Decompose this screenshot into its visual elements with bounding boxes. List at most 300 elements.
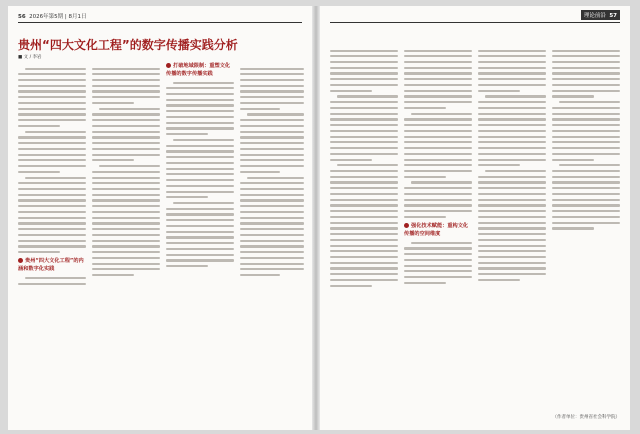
text-line <box>240 234 304 236</box>
text-line <box>240 79 304 81</box>
text-line <box>99 165 160 167</box>
text-line <box>166 104 234 106</box>
text-line <box>18 194 86 196</box>
right-column-2 <box>404 46 472 287</box>
text-line <box>18 125 60 127</box>
text-line <box>478 187 546 189</box>
text-line <box>18 154 86 156</box>
text-line <box>92 234 160 236</box>
text-line <box>240 108 280 110</box>
text-line <box>240 154 304 156</box>
text-line <box>240 194 304 196</box>
text-line <box>404 265 472 267</box>
text-line <box>478 181 546 183</box>
text-line <box>404 164 472 166</box>
text-line <box>240 142 304 144</box>
text-line <box>92 228 160 230</box>
text-line <box>404 147 472 149</box>
text-line <box>92 131 160 133</box>
text-line <box>330 101 398 103</box>
text-line <box>478 222 546 224</box>
text-line <box>330 204 398 206</box>
text-line <box>330 136 398 138</box>
text-line <box>92 251 160 253</box>
text-line <box>404 253 472 255</box>
text-line <box>552 216 620 218</box>
text-line <box>240 222 304 224</box>
text-line <box>166 213 234 215</box>
text-line <box>92 194 160 196</box>
text-line <box>330 153 398 155</box>
text-line <box>92 188 160 190</box>
text-line <box>92 245 160 247</box>
text-line <box>240 85 304 87</box>
text-line <box>173 139 234 141</box>
text-line <box>330 181 398 183</box>
text-line <box>404 124 472 126</box>
text-line <box>478 136 546 138</box>
text-line <box>404 210 472 212</box>
text-line <box>330 279 398 281</box>
text-line <box>478 153 546 155</box>
section-heading: 强化技术赋能：重构文化传播的空间维度 <box>404 223 469 238</box>
text-line <box>478 159 546 161</box>
left-header <box>18 12 87 20</box>
left-column-3 <box>166 64 234 271</box>
text-line <box>166 231 234 233</box>
text-line <box>404 259 472 261</box>
text-line <box>240 171 280 173</box>
text-line <box>18 283 86 285</box>
text-line <box>166 116 234 118</box>
text-line <box>404 247 472 249</box>
text-line <box>330 187 398 189</box>
text-line <box>404 72 472 74</box>
text-line <box>478 273 546 275</box>
text-line <box>240 217 304 219</box>
text-line <box>18 79 86 81</box>
text-line <box>240 68 304 70</box>
text-line <box>92 154 160 156</box>
text-line <box>92 85 160 87</box>
text-line <box>404 204 472 206</box>
text-line <box>166 185 234 187</box>
text-line <box>404 84 472 86</box>
text-line <box>330 227 398 229</box>
text-line <box>240 188 304 190</box>
section-bullet-icon <box>404 223 409 228</box>
section-heading: 贵州“四大文化工程”的内涵和数字化实践 <box>18 258 84 273</box>
text-line <box>18 85 86 87</box>
text-line <box>404 159 472 161</box>
text-line <box>240 228 304 230</box>
text-line <box>478 267 546 269</box>
text-line <box>330 130 398 132</box>
text-line <box>478 101 546 103</box>
text-line <box>166 254 234 256</box>
text-line <box>166 110 234 112</box>
text-line <box>478 210 546 212</box>
text-line <box>330 147 398 149</box>
text-line <box>404 67 472 69</box>
text-line <box>92 199 160 201</box>
text-line <box>552 227 594 229</box>
text-line <box>478 124 546 126</box>
text-line <box>478 78 546 80</box>
text-line <box>552 199 620 201</box>
text-line <box>330 107 398 109</box>
right-column-1 <box>330 46 398 290</box>
text-line <box>18 171 60 173</box>
text-line <box>552 153 620 155</box>
text-line <box>240 165 304 167</box>
text-line <box>18 159 86 161</box>
text-line <box>404 199 472 201</box>
text-line <box>478 239 546 241</box>
book-spine <box>312 6 320 430</box>
text-line <box>478 107 546 109</box>
text-line <box>337 95 398 97</box>
text-line <box>330 55 398 57</box>
text-line <box>18 136 86 138</box>
text-line <box>92 73 160 75</box>
text-line <box>166 156 234 158</box>
right-page <box>320 6 630 430</box>
text-line <box>166 219 234 221</box>
text-line <box>18 113 86 115</box>
text-line <box>330 72 398 74</box>
text-line <box>240 73 304 75</box>
text-line <box>478 227 546 229</box>
text-line <box>99 108 160 110</box>
right-column-4 <box>552 46 620 233</box>
text-line <box>478 250 546 252</box>
text-line <box>25 131 86 133</box>
section-heading: 打破地域限制：重塑文化传播的数字传播实践 <box>166 63 231 77</box>
text-line <box>92 79 160 81</box>
right-column-3 <box>478 46 546 285</box>
text-line <box>166 150 234 152</box>
text-line <box>478 72 546 74</box>
text-line <box>330 193 398 195</box>
text-line <box>25 68 86 70</box>
text-line <box>411 242 472 244</box>
text-line <box>18 96 86 98</box>
text-line <box>404 78 472 80</box>
text-line <box>552 107 620 109</box>
text-line <box>404 176 446 178</box>
author-byline: ■ 文 / 李岩 <box>18 55 42 60</box>
text-line <box>478 164 520 166</box>
text-line <box>166 99 234 101</box>
text-line <box>240 245 304 247</box>
text-line <box>240 136 304 138</box>
article-title: 贵州“四大文化工程”的数字传播实践分析 <box>18 38 238 52</box>
text-line <box>552 222 620 224</box>
text-line <box>240 240 304 242</box>
text-line <box>18 211 86 213</box>
text-line <box>247 177 304 179</box>
text-line <box>25 177 86 179</box>
text-line <box>485 95 546 97</box>
text-line <box>330 256 398 258</box>
text-line <box>478 118 546 120</box>
text-line <box>92 274 134 276</box>
text-line <box>92 102 134 104</box>
text-line <box>478 84 546 86</box>
text-line <box>330 50 398 52</box>
text-line <box>330 84 398 86</box>
left-column-2 <box>92 64 160 280</box>
text-line <box>404 276 472 278</box>
text-line <box>240 131 304 133</box>
text-line <box>18 73 86 75</box>
text-line <box>552 90 620 92</box>
text-line <box>552 124 620 126</box>
text-line <box>552 210 620 212</box>
text-line <box>478 204 546 206</box>
text-line <box>240 268 304 270</box>
text-line <box>478 199 546 201</box>
text-line <box>240 102 304 104</box>
text-line <box>404 101 472 103</box>
right-header-rule <box>330 22 620 23</box>
text-line <box>18 240 86 242</box>
text-line <box>173 82 234 84</box>
text-line <box>166 87 234 89</box>
text-line <box>404 187 472 189</box>
text-line <box>92 177 160 179</box>
author-affiliation: （作者单位：贵州省社会科学院） <box>552 415 620 420</box>
text-line <box>330 78 398 80</box>
text-line <box>330 176 398 178</box>
text-line <box>330 233 398 235</box>
text-line <box>166 133 208 135</box>
text-line <box>330 285 372 287</box>
text-line <box>552 193 620 195</box>
text-line <box>240 159 304 161</box>
text-line <box>18 90 86 92</box>
text-line <box>478 90 520 92</box>
text-line <box>92 136 160 138</box>
text-line <box>240 96 304 98</box>
text-line <box>337 164 398 166</box>
left-page <box>8 6 312 430</box>
text-line <box>478 50 546 52</box>
text-line <box>92 96 160 98</box>
text-line <box>552 55 620 57</box>
section-bullet-icon <box>166 63 171 68</box>
text-line <box>240 148 304 150</box>
text-line <box>92 240 160 242</box>
text-line <box>18 102 86 104</box>
text-line <box>166 93 234 95</box>
left-header-rule <box>18 22 302 23</box>
text-line <box>552 181 620 183</box>
text-line <box>552 95 594 97</box>
text-line <box>166 127 234 129</box>
text-line <box>330 210 398 212</box>
text-line <box>173 202 234 204</box>
text-line <box>240 274 280 276</box>
text-line <box>92 182 160 184</box>
text-line <box>240 119 304 121</box>
section-bullet-icon <box>18 258 23 263</box>
text-line <box>18 142 86 144</box>
text-line <box>485 170 546 172</box>
text-line <box>552 67 620 69</box>
text-line <box>330 67 398 69</box>
text-line <box>404 95 472 97</box>
text-line <box>478 141 546 143</box>
text-line <box>166 259 234 261</box>
text-line <box>92 217 160 219</box>
text-line <box>166 196 208 198</box>
text-line <box>552 84 620 86</box>
text-line <box>166 225 234 227</box>
text-line <box>330 216 398 218</box>
text-line <box>478 233 546 235</box>
text-line <box>240 251 304 253</box>
text-line <box>330 170 398 172</box>
text-line <box>404 107 446 109</box>
text-line <box>552 72 620 74</box>
issue-info: 2026年第5期 | 8月1日 <box>29 14 87 20</box>
text-line <box>552 113 620 115</box>
text-line <box>18 205 86 207</box>
text-line <box>240 257 304 259</box>
text-line <box>166 248 234 250</box>
text-line <box>92 263 160 265</box>
text-line <box>478 55 546 57</box>
text-line <box>404 130 472 132</box>
text-line <box>478 279 520 281</box>
text-line <box>18 119 86 121</box>
text-line <box>18 217 86 219</box>
text-line <box>92 205 160 207</box>
text-line <box>552 204 620 206</box>
text-line <box>166 173 234 175</box>
text-line <box>330 141 398 143</box>
text-line <box>552 118 620 120</box>
text-line <box>240 182 304 184</box>
text-line <box>330 245 398 247</box>
text-line <box>330 267 398 269</box>
text-line <box>330 250 398 252</box>
text-line <box>92 113 160 115</box>
text-line <box>92 90 160 92</box>
text-line <box>166 145 234 147</box>
text-line <box>92 268 160 270</box>
text-line <box>166 208 234 210</box>
section-label: 理论前沿 <box>583 13 606 19</box>
text-line <box>552 187 620 189</box>
text-line <box>559 164 620 166</box>
text-line <box>552 141 620 143</box>
text-line <box>552 147 620 149</box>
text-line <box>552 130 620 132</box>
text-line <box>404 136 472 138</box>
text-line <box>92 142 160 144</box>
text-line <box>330 159 372 161</box>
text-line <box>404 216 446 218</box>
text-line <box>404 153 472 155</box>
text-line <box>478 193 546 195</box>
text-line <box>240 125 304 127</box>
text-line <box>240 199 304 201</box>
text-line <box>552 61 620 63</box>
text-line <box>330 273 398 275</box>
text-line <box>18 148 86 150</box>
text-line <box>404 90 472 92</box>
text-line <box>240 211 304 213</box>
text-line <box>330 199 398 201</box>
text-line <box>240 205 304 207</box>
text-line <box>478 176 546 178</box>
text-line <box>18 165 86 167</box>
text-line <box>330 124 398 126</box>
text-line <box>330 61 398 63</box>
text-line <box>404 270 472 272</box>
text-line <box>166 122 234 124</box>
text-line <box>404 141 472 143</box>
text-line <box>552 170 620 172</box>
text-line <box>478 262 546 264</box>
text-line <box>247 113 304 115</box>
text-line <box>404 118 472 120</box>
text-line <box>18 182 86 184</box>
text-line <box>404 282 446 284</box>
text-line <box>18 234 86 236</box>
text-line <box>478 61 546 63</box>
right-header <box>581 10 620 20</box>
text-line <box>166 179 234 181</box>
text-line <box>92 119 160 121</box>
text-line <box>478 256 546 258</box>
text-line <box>166 168 234 170</box>
text-line <box>478 245 546 247</box>
text-line <box>404 55 472 57</box>
text-line <box>166 265 208 267</box>
text-line <box>478 113 546 115</box>
text-line <box>404 50 472 52</box>
text-line <box>92 171 160 173</box>
text-line <box>92 257 160 259</box>
text-line <box>478 130 546 132</box>
text-line <box>166 191 234 193</box>
text-line <box>92 125 160 127</box>
text-line <box>330 262 398 264</box>
text-line <box>552 50 620 52</box>
text-line <box>552 78 620 80</box>
left-column-1 <box>18 64 86 288</box>
text-line <box>18 228 86 230</box>
text-line <box>552 176 620 178</box>
text-line <box>18 199 86 201</box>
text-line <box>330 239 398 241</box>
text-line <box>330 90 372 92</box>
text-line <box>240 90 304 92</box>
text-line <box>92 159 134 161</box>
text-line <box>92 211 160 213</box>
text-line <box>330 118 398 120</box>
text-line <box>404 170 472 172</box>
text-line <box>478 147 546 149</box>
text-line <box>18 188 86 190</box>
left-column-4 <box>240 64 304 280</box>
text-line <box>330 222 398 224</box>
text-line <box>478 216 546 218</box>
